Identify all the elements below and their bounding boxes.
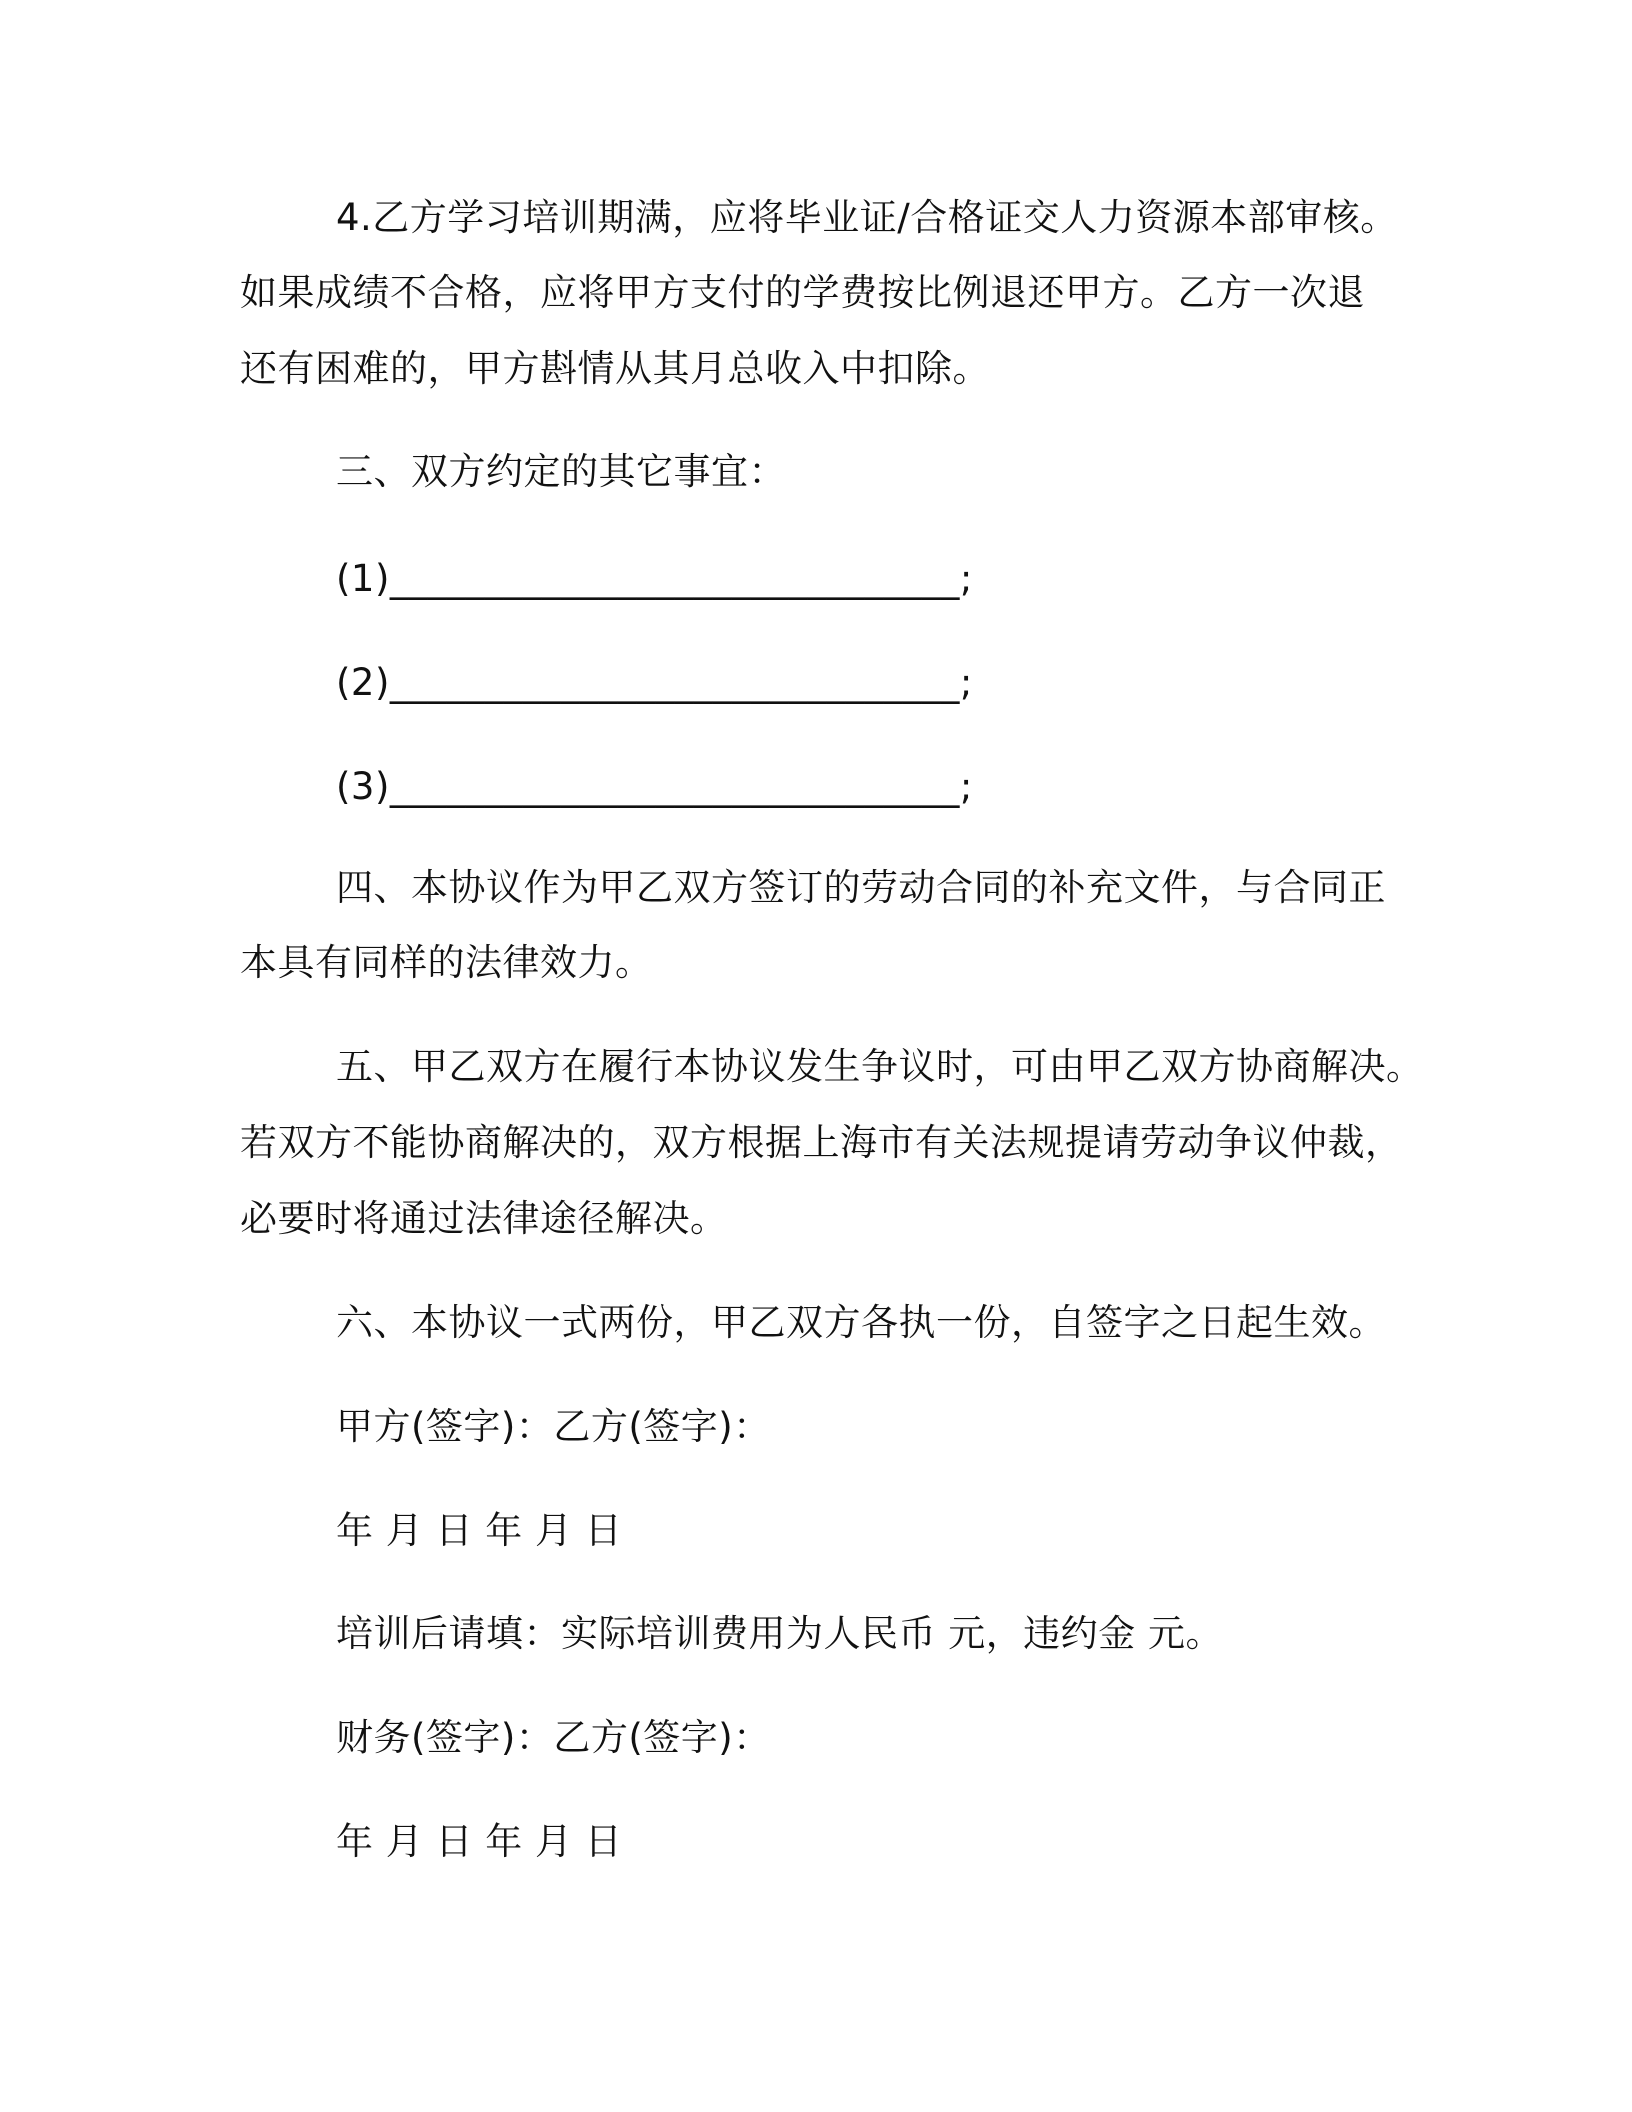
- clause-4-line-1: 4.乙方学习培训期满，应将毕业证/合格证交人力资源本部审核。: [336, 196, 1398, 239]
- section-3-heading: 三、双方约定的其它事宜：: [336, 450, 786, 493]
- section-5-line-2: 若双方不能协商解决的，双方根据上海市有关法规提请劳动争议仲裁，: [240, 1121, 1403, 1164]
- section-5-line-1: 五、甲乙双方在履行本协议发生争议时，可由甲乙双方协商解决。: [336, 1045, 1424, 1088]
- clause-4-line-3: 还有困难的，甲方斟情从其月总收入中扣除。: [240, 347, 990, 390]
- training-fee-note: 培训后请填：实际培训费用为人民币 元，违约金 元。: [336, 1612, 1224, 1655]
- section-3-item-3: (3)______________________________;: [336, 765, 973, 808]
- section-6-line-1: 六、本协议一式两份，甲乙双方各执一份，自签字之日起生效。: [336, 1301, 1386, 1344]
- signature-date-1: 年 月 日 年 月 日: [336, 1509, 623, 1552]
- section-3-item-1: (1)______________________________;: [336, 557, 973, 600]
- clause-4-line-2: 如果成绩不合格，应将甲方支付的学费按比例退还甲方。乙方一次退: [240, 271, 1365, 314]
- signature-finance: 财务(签字)：乙方(签字)：: [336, 1716, 771, 1759]
- section-5-line-3: 必要时将通过法律途径解决。: [240, 1197, 728, 1240]
- section-4-line-2: 本具有同样的法律效力。: [240, 941, 653, 984]
- signature-parties: 甲方(签字)：乙方(签字)：: [336, 1405, 771, 1448]
- section-3-item-2: (2)______________________________;: [336, 661, 973, 704]
- signature-date-2: 年 月 日 年 月 日: [336, 1820, 623, 1863]
- section-4-line-1: 四、本协议作为甲乙双方签订的劳动合同的补充文件，与合同正: [336, 866, 1386, 909]
